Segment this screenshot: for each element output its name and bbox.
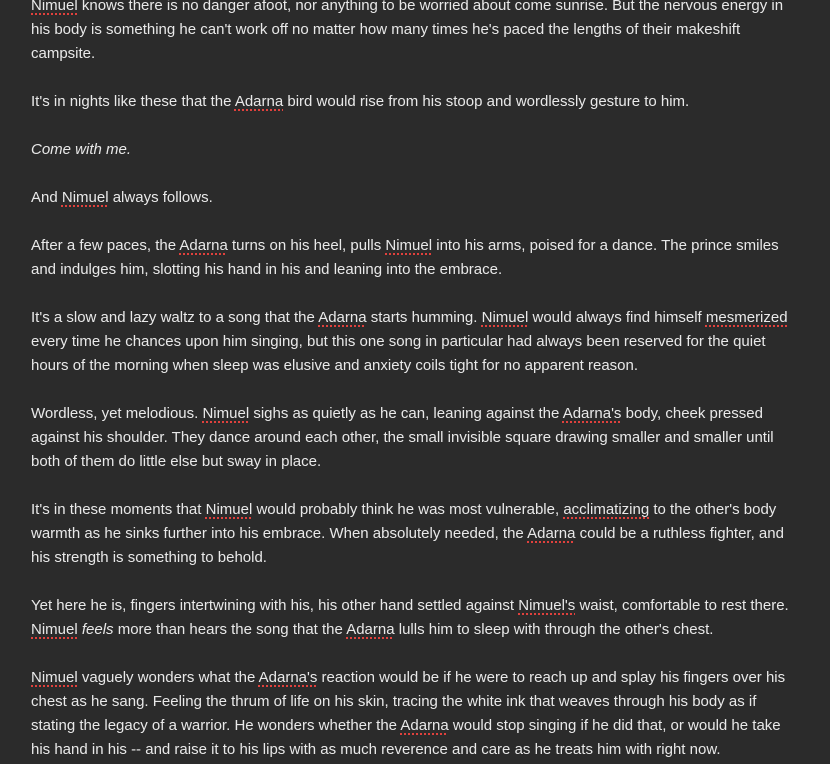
misspelled-word[interactable]: Adarna's (258, 669, 318, 686)
text-run: vaguely wonders what the (77, 669, 259, 686)
text-run: It's a slow and lazy waltz to a song that the (31, 309, 319, 326)
paragraph[interactable] (31, 138, 794, 162)
misspelled-word[interactable]: Adarna (179, 237, 228, 254)
misspelled-word[interactable]: Nimuel (31, 669, 78, 686)
paragraph[interactable] (31, 0, 794, 66)
italic-text: Come with me. (31, 141, 132, 158)
text-run: bird would rise from his stoop and wordlessly gesture to him. (283, 93, 690, 110)
misspelled-word[interactable]: Adarna (400, 717, 449, 734)
misspelled-word[interactable]: Nimuel (61, 189, 109, 206)
text-run: starts humming. (366, 309, 482, 326)
misspelled-word[interactable]: Adarna's (562, 405, 622, 422)
paragraph[interactable] (31, 90, 794, 114)
text-run: Yet here he is, fingers intertwining with his, his other hand settled against (31, 597, 519, 614)
text-run: to the other's body warmth as he sinks further into his embrace. When absolutely needed, the (31, 501, 777, 542)
text-run: would probably think he was most vulnerable, (252, 501, 564, 518)
paragraph[interactable] (31, 234, 794, 282)
misspelled-word[interactable]: Nimuel (31, 0, 78, 14)
text-run: turns on his heel, pulls (227, 237, 386, 254)
text-run: reaction would be if he were to reach up and splay his fingers over his chest as he sang. Feeling the thrum of life on his skin, tracing the white ink that weaves through his body as if stating the legacy of a warrior. He wonders whether the (31, 669, 786, 734)
text-run: It's in these moments that (31, 501, 206, 518)
paragraph[interactable] (31, 594, 794, 642)
paragraph[interactable] (31, 186, 794, 210)
misspelled-word[interactable]: Adarna (527, 525, 576, 542)
text-run: lulls him to sleep with through the other's chest. (394, 621, 714, 638)
text-run: body, cheek pressed against his shoulder. They dance around each other, the small invisible square drawing smaller and smaller until both of them do little else but sway in place. (31, 405, 774, 470)
text-run: After a few paces, the (31, 237, 180, 254)
text-run: every time he chances upon him singing, but this one song in particular had always been reserved for the quiet hours of the morning when sleep was elusive and anxiety coils tight for no apparent reason. (31, 333, 766, 374)
paragraph[interactable] (31, 306, 794, 378)
misspelled-word[interactable]: Nimuel (205, 501, 253, 518)
misspelled-word[interactable]: Nimuel (385, 237, 433, 254)
paragraph[interactable] (31, 402, 794, 474)
text-run: knows there is no danger afoot, nor anything to be worried about come sunrise. But the nervous energy in his body is something he can't work off no matter how many times he's paced the lengths of their makeshift campsite. (31, 0, 784, 62)
paragraph[interactable] (31, 666, 794, 762)
misspelled-word[interactable]: Adarna (346, 621, 395, 638)
text-run: sighs as quietly as he can, leaning against the (249, 405, 563, 422)
misspelled-word[interactable]: mesmerized (705, 309, 788, 326)
paragraph[interactable] (31, 498, 794, 570)
misspelled-word[interactable]: Nimuel (481, 309, 529, 326)
text-run: waist, comfortable to rest there. (575, 597, 789, 614)
text-run: Wordless, yet melodious. (31, 405, 203, 422)
misspelled-word[interactable]: Adarna (234, 93, 284, 110)
text-run: would always find himself (528, 309, 706, 326)
misspelled-word[interactable]: acclimatizing (563, 501, 650, 518)
document-body[interactable] (31, 0, 794, 762)
misspelled-word[interactable]: Nimuel (31, 621, 78, 638)
text-run: And (31, 189, 62, 206)
misspelled-word[interactable]: Adarna (318, 309, 367, 326)
text-run: always follows. (108, 189, 213, 206)
text-run: would stop singing if he did that, or would he take his hand in his -- and raise it to his lips with as much reverence and care as he treats him with right now. (31, 717, 781, 758)
text-run: more than hears the song that the (113, 621, 347, 638)
text-run: could be a ruthless fighter, and his strength is something to behold. (31, 525, 784, 566)
text-run: It's in nights like these that the (31, 93, 235, 110)
text-run: into his arms, poised for a dance. The prince smiles and indulges him, slotting his hand in his and leaning into the embrace. (31, 237, 779, 278)
misspelled-word[interactable]: Nimuel (202, 405, 250, 422)
italic-text: feels (81, 621, 114, 638)
misspelled-word[interactable]: Nimuel's (518, 597, 576, 614)
